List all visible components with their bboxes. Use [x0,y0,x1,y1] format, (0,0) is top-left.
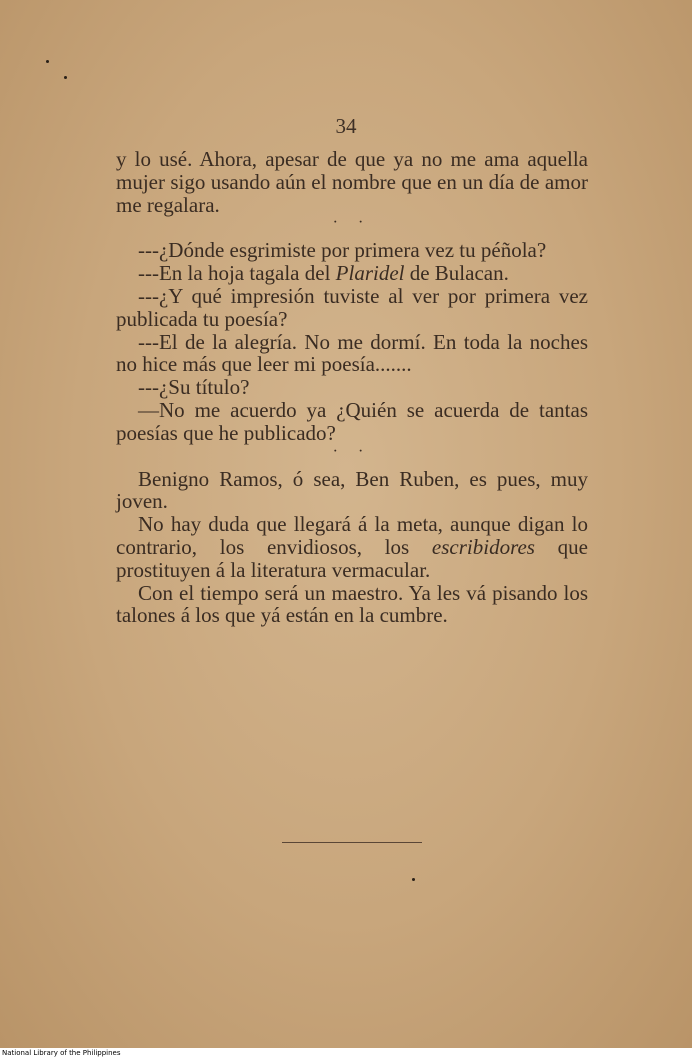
end-rule [282,842,422,843]
paragraph: Con el tiempo será un maestro. Ya les vá pisando los talones á los que yá están en la cumbre. [116,580,588,628]
paragraph: ---El de la alegría. No me dormí. En toda la noches no hice más que leer mi poesía....... [116,329,588,377]
paragraph: ---¿Y qué impresión tuviste al ver por primera vez publicada tu poesía? [116,283,588,331]
footer-credit: National Library of the Philippines [0,1048,692,1058]
text-run: No hay duda que llegará á la meta, aunque digan lo contrario, los envidiosos, los [116,512,588,559]
print-speck [64,76,67,79]
print-speck [412,878,415,881]
paragraph: —No me acuerdo ya ¿Quién se acuerda de tantas poesías que he publicado? [116,397,588,445]
text-run: que prostituyen á la literatura vermacular. [116,534,588,582]
italic-word: escribidores [431,534,535,559]
paragraph: ---¿Su título? [138,375,250,400]
print-speck [46,60,49,63]
paragraph: y lo usé. Ahora, apesar de que ya no me ama aquella mujer sigo usando aún el nombre que en un día de amor me regalara. [116,147,588,217]
italic-title: Plaridel [335,261,405,286]
text-run: ---En la hoja tagala del [138,261,336,286]
section-separator [116,445,588,468]
page-body [116,148,588,627]
text-run: de Bulacan. [404,261,509,286]
paragraph: ---¿Dónde esgrimiste por primera vez tu péñola? [138,238,547,263]
paragraph [116,262,588,285]
paragraph [116,513,588,581]
page-number: 34 [335,114,357,138]
paragraph: Benigno Ramos, ó sea, Ben Ruben, es pues, muy joven. [116,466,588,514]
section-separator [116,216,588,239]
